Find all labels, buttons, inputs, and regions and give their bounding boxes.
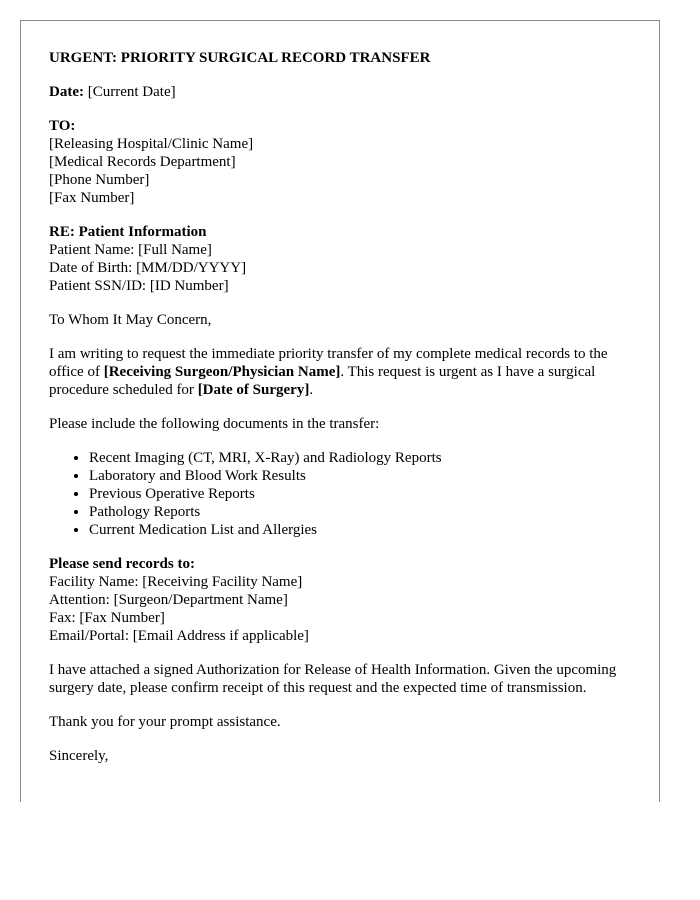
patient-info-block [49,223,629,295]
date-line [49,83,629,101]
list-item: • Pathology Reports [89,503,629,521]
include-intro: Please include the following documents in the transfer: [49,416,380,432]
to-line: [Medical Records Department] [49,154,236,170]
date-value: [Current Date] [87,84,176,100]
letter-title: URGENT: PRIORITY SURGICAL RECORD TRANSFER [49,50,431,66]
salutation: To Whom It May Concern, [49,312,212,328]
list-item: • Previous Operative Reports [89,485,629,503]
closing-line: Sincerely, [49,748,109,764]
send-line: Facility Name: [Receiving Facility Name] [49,574,303,590]
list-item: • Laboratory and Blood Work Results [89,467,629,485]
to-line: [Releasing Hospital/Clinic Name] [49,136,254,152]
letter-content [49,49,629,781]
to-label: TO: [49,118,76,134]
list-item: • Recent Imaging (CT, MRI, X-Ray) and Radiology Reports [89,449,629,467]
patient-line: Date of Birth: [MM/DD/YYYY] [49,260,247,276]
request-paragraph [49,345,629,399]
receiving-physician-placeholder: [Receiving Surgeon/Physician Name] [103,364,341,380]
recipient-block [49,117,629,207]
documents-list [49,449,629,539]
send-line: Attention: [Surgeon/Department Name] [49,592,288,608]
request-text: I am writing to request the immediate priority transfer of my complete medical records to the office of [49,346,608,380]
to-line: [Fax Number] [49,190,135,206]
send-label: Please send records to: [49,556,195,572]
list-item: • Current Medication List and Allergies [89,521,629,539]
request-text: . [309,382,314,398]
patient-line: Patient SSN/ID: [ID Number] [49,278,229,294]
send-line: Fax: [Fax Number] [49,610,165,626]
date-label: Date: [49,84,84,100]
letter-page [20,20,660,802]
to-line: [Phone Number] [49,172,150,188]
request-text: . This request is urgent as I have a surgical procedure scheduled for [49,364,596,398]
authorization-paragraph: I have attached a signed Authorization for Release of Health Information. Given the upcoming surgery date, please confirm receipt of this request and the expected time of transmission. [49,662,617,696]
send-to-block [49,555,629,645]
send-line: Email/Portal: [Email Address if applicable] [49,628,309,644]
re-label: RE: Patient Information [49,224,207,240]
surgery-date-placeholder: [Date of Surgery] [197,382,310,398]
patient-line: Patient Name: [Full Name] [49,242,212,258]
thanks-line: Thank you for your prompt assistance. [49,714,281,730]
